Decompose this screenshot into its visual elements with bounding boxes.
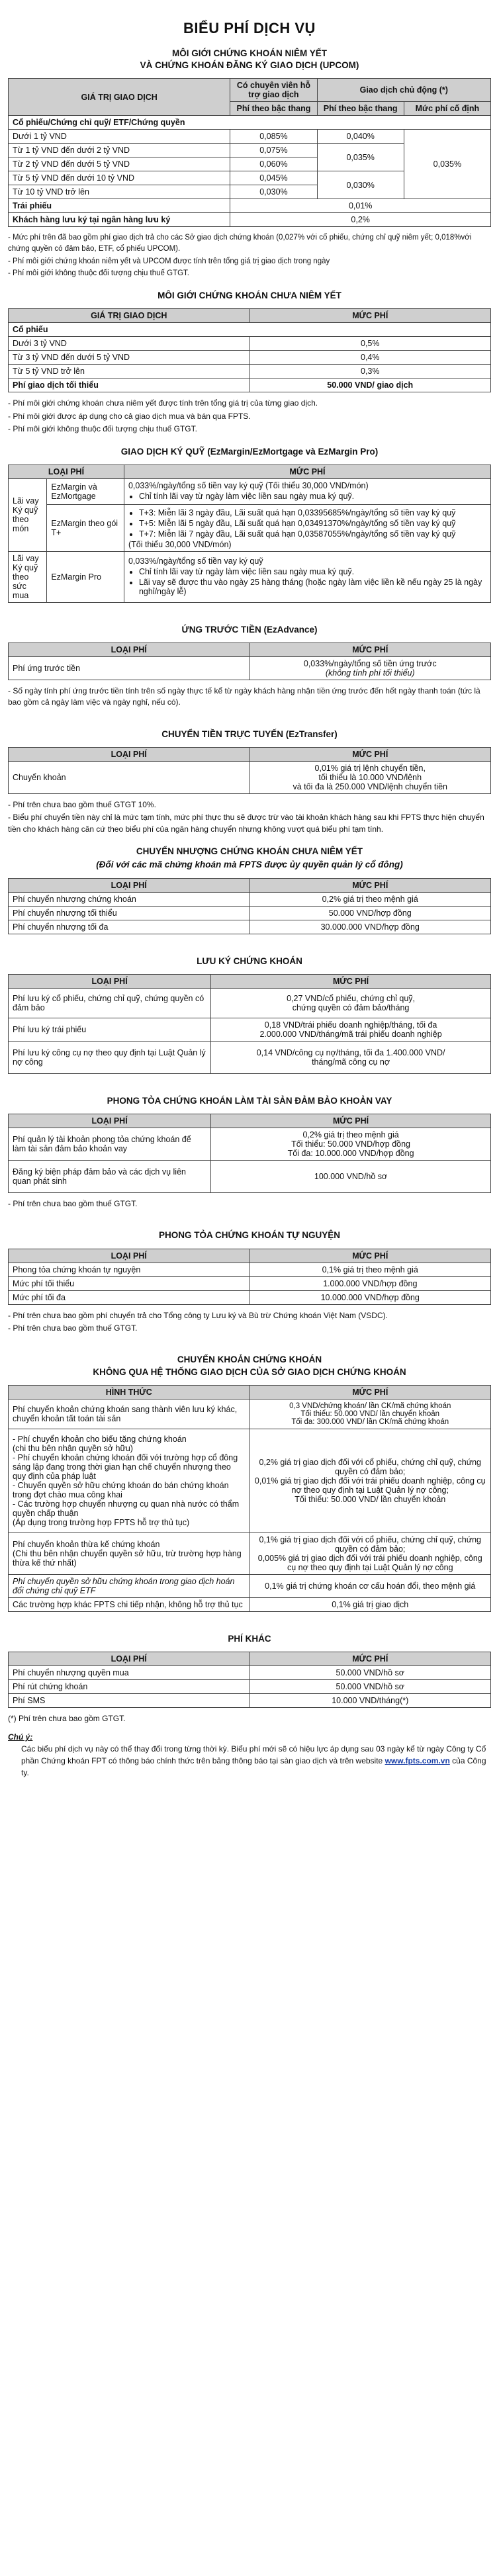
- fee-bullets: [139, 567, 486, 596]
- item-line: - Chuyển quyền sở hữu chứng khoán do bán chứng khoán trong đợt chào mua công khai: [13, 1480, 229, 1499]
- section-listed-brokerage-title: MÔI GIỚI CHỨNG KHOÁN NIÊM YẾT VÀ CHỨNG KHOÁN ĐĂNG KÝ GIAO DỊCH (UPCOM): [140, 48, 359, 71]
- row-label: Chuyển khoản: [9, 761, 250, 793]
- section-notes: [8, 232, 491, 279]
- col-header-type: LOẠI PHÍ: [9, 1249, 250, 1263]
- fee-line: 0,1% giá trị giao dịch đối với cổ phiếu, chứng chỉ quỹ, chứng quyền có đảm bảo;: [259, 1534, 482, 1554]
- fee-line: 0,01% giá trị giao dịch đối với trái phiếu doanh nghiệp, công cụ nợ theo quy định tại Luật Quản lý nợ công;: [254, 1476, 486, 1495]
- item-line: - Các trường hợp chuyển nhượng cụ quan nhà nước có thẩm quyền chấp thuận: [13, 1499, 240, 1518]
- fee-line: 0,005% giá trị giao dịch đối với trái phiếu doanh nghiệp, công cụ nợ theo quy định tại Luật Quản lý nợ công: [257, 1553, 482, 1572]
- row-self-fee: 0,030%: [317, 171, 404, 199]
- col-header-type: LOẠI PHÍ: [9, 878, 250, 892]
- col-header-fee: MỨC PHÍ: [250, 643, 491, 656]
- fee-line: 0,033%/ngày/tổng số tiền ứng trước: [303, 658, 437, 668]
- section-margin-title: GIAO DỊCH KÝ QUỸ (EzMargin/EzMortgage và EzMargin Pro): [120, 446, 379, 457]
- row-broker-fee: 0,075%: [230, 144, 317, 157]
- row-fee: [250, 761, 491, 793]
- note: - Phí môi giới không thuộc đối tượng chịu thuế GTGT.: [8, 424, 197, 434]
- fee-bullets: [139, 492, 486, 501]
- col-header-ladder-broker: Phí theo bậc thang: [230, 102, 317, 116]
- fee-line: Tối đa: 300.000 VND/ lần CK/mã chứng khoán: [291, 1417, 449, 1426]
- row-group-label: Lãi vay Ký quỹ theo món: [9, 478, 47, 551]
- note: - Biểu phí chuyển tiền này chỉ là mức tạm tính, mức phí thực thu sẽ được trừ vào tài khoản khách hàng sau khi FPTS thực hiện chuyển tiền cho khách hàng căn cứ theo biểu phí của ngân hàng chuyển nhưng không vượt quá biểu phí tạm tính.: [8, 813, 484, 834]
- item-line: - Phí chuyển khoản chứng khoán đối với trường hợp cổ đông sáng lập đang trong thời gian hạn chế chuyển nhượng theo quy định của pháp luật: [13, 1452, 238, 1481]
- group-label: Cổ phiếu: [9, 323, 491, 337]
- fee-schedule-page: [8, 0, 491, 1805]
- row-label: Phí chuyển nhượng chứng khoán: [9, 892, 250, 906]
- fee-line: 2.000.000 VND/tháng/mã trái phiếu doanh nghiệp: [259, 1029, 442, 1039]
- note: - Phí trên chưa bao gồm thuế GTGT.: [8, 1323, 138, 1333]
- item-line: Phí chuyển khoản thừa kế chứng khoán: [13, 1539, 160, 1549]
- row-fee: 0,3%: [250, 365, 491, 378]
- row-fee: 0,1% giá trị giao dịch: [250, 1597, 491, 1611]
- row-label: Từ 5 tỷ VND đến dưới 10 tỷ VND: [9, 171, 230, 185]
- fee-line: tối thiểu là 10.000 VND/lệnh: [318, 772, 422, 782]
- product-fee: [124, 478, 490, 504]
- section-pledge-title: PHONG TỎA CHỨNG KHOÁN LÀM TÀI SẢN ĐẢM BẢO KHOẢN VAY: [107, 1095, 392, 1106]
- section-notes: [8, 1310, 491, 1335]
- col-header-type: LOẠI PHÍ: [9, 465, 124, 478]
- fee-bullets: [139, 508, 486, 539]
- section-notes: [8, 1713, 491, 1724]
- row-fee: 50.000 VND/hợp đồng: [250, 906, 491, 920]
- row-fee: 10.000 VND/tháng(*): [250, 1694, 491, 1708]
- item-line-note: (chi thu bên nhận quyền sở hữu): [13, 1443, 133, 1453]
- row-label: [9, 1532, 250, 1574]
- fee-bullet: • Chỉ tính lãi vay từ ngày làm việc liền sau ngày mua ký quỹ.: [139, 492, 486, 501]
- bond-fee: 0,01%: [230, 199, 491, 213]
- fee-line: Tối thiểu: 50.000 VND/ lần chuyển khoản: [300, 1409, 440, 1418]
- min-fee-value: 50.000 VND/ giao dịch: [250, 378, 491, 392]
- row-fee: 0,4%: [250, 351, 491, 365]
- section-voluntary-block-title: PHONG TỎA CHỨNG KHOÁN TỰ NGUYỆN: [159, 1230, 340, 1241]
- col-header-fee: MỨC PHÍ: [250, 747, 491, 761]
- product-name: EzMargin và EzMortgage: [47, 478, 124, 504]
- row-fee: 100.000 VND/hồ sơ: [211, 1161, 491, 1193]
- custodian-fee: 0,2%: [230, 213, 491, 227]
- fee-line: 0,033%/ngày/tổng số tiền vay ký quỹ: [128, 556, 263, 566]
- row-fee: 50.000 VND/hồ sơ: [250, 1680, 491, 1694]
- row-label: Phí chuyển nhượng tối đa: [9, 920, 250, 934]
- note: - Phí môi giới chứng khoán chưa niêm yết được tính trên tổng giá trị của từng giao dịch.: [8, 398, 318, 408]
- fee-line: và tối đa là 250.000 VND/lệnh chuyển tiền: [293, 781, 447, 791]
- product-name: EzMargin Pro: [47, 551, 124, 602]
- fee-line: tháng/mã công cụ nợ: [312, 1057, 390, 1067]
- col-header-type: LOẠI PHÍ: [9, 974, 211, 988]
- custody-table: [8, 974, 491, 1074]
- row-fee: 0,1% giá trị chứng khoán cơ cấu hoán đổi, theo mệnh giá: [250, 1574, 491, 1597]
- row-label: Dưới 3 tỷ VND: [9, 337, 250, 351]
- fee-line: (Tối thiểu 30,000 VND/món): [128, 539, 232, 549]
- heading-line: CHUYỂN KHOẢN CHỨNG KHOÁN: [177, 1355, 322, 1365]
- col-header-value: GIÁ TRỊ GIAO DỊCH: [9, 309, 250, 323]
- min-fee-label: Phí giao dịch tối thiểu: [9, 378, 250, 392]
- row-label: Các trường hợp khác FPTS chi tiếp nhận, không hỗ trợ thủ tục: [9, 1597, 250, 1611]
- col-header-fee: MỨC PHÍ: [211, 974, 491, 988]
- section-notes: [8, 799, 491, 835]
- note: - Phí môi giới chứng khoán niêm yết và UPCOM được tính trên tổng giá trị giao dịch trong ngày: [8, 257, 330, 265]
- section-transfer-title: CHUYỂN TIỀN TRỰC TUYẾN (EzTransfer): [161, 729, 338, 739]
- row-broker-fee: 0,045%: [230, 171, 317, 185]
- product-fee: [124, 551, 490, 602]
- row-label: Đăng ký biện pháp đảm bảo và các dịch vụ liên quan phát sinh: [9, 1161, 211, 1193]
- row-label: Phí chuyển nhượng tối thiểu: [9, 906, 250, 920]
- row-label: Từ 3 tỷ VND đến dưới 5 tỷ VND: [9, 351, 250, 365]
- fee-bullet: • T+3: Miễn lãi 3 ngày đầu, Lãi suất quá hạn 0,03395685%/ngày/tổng số tiền vay ký quỹ: [139, 508, 486, 517]
- col-header-fee: MỨC PHÍ: [250, 1249, 491, 1263]
- col-header-fee: MỨC PHÍ: [250, 878, 491, 892]
- note: - Phí môi giới được áp dụng cho cả giao dịch mua và bán qua FPTS.: [8, 411, 251, 421]
- voluntary-block-table: [8, 1249, 491, 1305]
- row-group-label: Lãi vay Ký quỹ theo sức mua: [9, 551, 47, 602]
- transfer-table: [8, 747, 491, 794]
- row-fee: 1.000.000 VND/hợp đồng: [250, 1276, 491, 1290]
- product-fee: [124, 504, 490, 551]
- item-line-note: (Chi thu bên nhận chuyển quyền sở hữu, trừ trường hợp hàng thừa kế thứ nhất): [13, 1548, 242, 1568]
- col-header-type: LOẠI PHÍ: [9, 1114, 211, 1128]
- page-title: BIỂU PHÍ DỊCH VỤ: [183, 20, 316, 36]
- note: - Mức phí trên đã bao gồm phí giao dịch trả cho các Sở giao dịch chứng khoán (0,027% với cổ phiếu, chứng chỉ quỹ niêm yết; 0,018%với chứng quyền có đảm bảo, ETF, cổ phiếu UPCOM).: [8, 234, 472, 253]
- row-fee: [211, 1018, 491, 1041]
- fee-line: 0,18 VND/trái phiếu doanh nghiệp/tháng, tối đa: [264, 1020, 437, 1030]
- row-fee: 0,1% giá trị theo mệnh giá: [250, 1263, 491, 1276]
- col-header-fee: MỨC PHÍ: [211, 1114, 491, 1128]
- row-broker-fee: 0,085%: [230, 130, 317, 144]
- row-label: Phí chuyển quyền sở hữu chứng khoán trong giao dịch hoán đổi chứng chỉ quỹ ETF: [9, 1574, 250, 1597]
- row-fee: [250, 1429, 491, 1532]
- fee-line: 0,27 VND/cổ phiếu, chứng chỉ quỹ,: [287, 993, 416, 1003]
- row-fee: [211, 988, 491, 1018]
- row-label: Mức phí tối đa: [9, 1290, 250, 1304]
- section-unlisted-transfer-subtitle: (Đối với các mã chứng khoán mà FPTS được ủy quyền quản lý cổ đông): [96, 860, 403, 870]
- other-fees-table: [8, 1652, 491, 1708]
- note: - Phí trên chưa bao gồm phí chuyển trả cho Tổng công ty Lưu ký và Bù trừ Chứng khoán Việt Nam (VSDC).: [8, 1310, 388, 1320]
- bond-label: Trái phiếu: [9, 199, 230, 213]
- fee-line: 0,2% giá trị theo mệnh giá: [302, 1130, 399, 1139]
- product-name: EzMargin theo gói T+: [47, 504, 124, 551]
- row-label: Từ 5 tỷ VND trở lên: [9, 365, 250, 378]
- col-header-type: LOẠI PHÍ: [9, 747, 250, 761]
- fee-bullet: • Lãi vay sẽ được thu vào ngày 25 hàng tháng (hoặc ngày làm việc liền kề nếu ngày 25 là ngày nghỉ/ngày lễ): [139, 578, 486, 596]
- fee-line: Tối đa: 10.000.000 VND/hợp đồng: [287, 1149, 414, 1158]
- row-broker-fee: 0,030%: [230, 185, 317, 199]
- section-advance-title: ỨNG TRƯỚC TIỀN (EzAdvance): [181, 624, 318, 635]
- row-label: Phí chuyển nhượng quyền mua: [9, 1666, 250, 1680]
- listed-brokerage-table: [8, 78, 491, 227]
- col-header-fee: MỨC PHÍ: [124, 465, 490, 478]
- footer-text: Các biểu phí dịch vụ này có thể thay đổi trong từng thời kỳ. Biểu phí mới sẽ có hiệu lực áp dụng sau 03 ngày kể từ ngày Công ty Cổ phần Chứng khoán FPT có thông báo chính thức trên bảng thông báo tại sàn giao dịch và trên website: [21, 1744, 486, 1766]
- row-label: Phí rút chứng khoán: [9, 1680, 250, 1694]
- item-line-note: (Áp dụng trong trường hợp FPTS hỗ trợ thủ tục): [13, 1517, 190, 1527]
- margin-table: [8, 465, 491, 603]
- fee-bullet: • Chỉ tính lãi vay từ ngày làm việc liền sau ngày mua ký quỹ.: [139, 567, 486, 576]
- col-header-fee: MỨC PHÍ: [250, 1385, 491, 1399]
- fee-line: 0,3 VND/chứng khoán/ lần CK/mã chứng khoán: [289, 1401, 451, 1410]
- col-header-type: LOẠI PHÍ: [9, 643, 250, 656]
- row-broker-fee: 0,060%: [230, 157, 317, 171]
- col-header-fixed: Mức phí cố định: [404, 102, 490, 116]
- row-label: Phí lưu ký cổ phiếu, chứng chỉ quỹ, chứng quyền có đảm bảo: [9, 988, 211, 1018]
- row-fee: 10.000.000 VND/hợp đồng: [250, 1290, 491, 1304]
- row-label: Phí lưu ký công cụ nợ theo quy định tại Luật Quản lý nợ công: [9, 1041, 211, 1073]
- fee-line-note: (không tính phí tối thiểu): [325, 668, 415, 678]
- unlisted-transfer-table: [8, 878, 491, 934]
- section-other-fees-title: PHÍ KHÁC: [228, 1633, 271, 1644]
- note: (*) Phí trên chưa bao gồm GTGT.: [8, 1714, 126, 1724]
- row-fee: [250, 1399, 491, 1429]
- otc-transfer-table: [8, 1385, 491, 1612]
- row-fee: [211, 1041, 491, 1073]
- col-header-type: HÌNH THỨC: [9, 1385, 250, 1399]
- fee-line: Tối thiểu: 50.000 VND/ lần chuyển khoản: [295, 1494, 446, 1504]
- group-label: Cổ phiếu/Chứng chỉ quỹ/ ETF/Chứng quyền: [9, 116, 491, 130]
- row-fee: [250, 1532, 491, 1574]
- row-fee: [211, 1128, 491, 1161]
- row-label: Dưới 1 tỷ VND: [9, 130, 230, 144]
- fee-bullet: • T+7: Miễn lãi 7 ngày đầu, Lãi suất quá hạn 0,03587055%/ngày/tổng số tiền vay ký quỹ: [139, 529, 486, 539]
- row-label: [9, 1429, 250, 1532]
- note: - Số ngày tính phí ứng trước tiền tính trên số ngày thực tế kể từ ngày khách hàng nhận tiền ứng trước đến hết ngày thanh toán (tức là bao gồm cả ngày làm việc và ngày nghỉ, nếu có).: [8, 686, 480, 707]
- row-label: Từ 10 tỷ VND trở lên: [9, 185, 230, 199]
- note: - Phí trên chưa bao gồm thuế GTGT 10%.: [8, 799, 156, 809]
- footer-text-end: của Công ty.: [21, 1756, 486, 1778]
- footer-label: Chú ý:: [8, 1732, 33, 1742]
- fee-line: Tối thiểu: 50.000 VND/hợp đồng: [291, 1139, 410, 1149]
- row-fee: 0,5%: [250, 337, 491, 351]
- row-fixed-fee: 0,035%: [404, 130, 490, 199]
- section-custody-title: LƯU KÝ CHỨNG KHOÁN: [197, 955, 302, 966]
- fee-line: chứng quyền có đảm bảo/tháng: [292, 1002, 410, 1012]
- website-link[interactable]: www.fpts.com.vn: [385, 1756, 450, 1766]
- col-header-value: GIÁ TRỊ GIAO DỊCH: [9, 79, 230, 116]
- item-line: - Phí chuyển khoản cho biếu tặng chứng khoán: [13, 1434, 187, 1444]
- note: - Phí môi giới không thuộc đối tượng chịu thuế GTGT.: [8, 269, 189, 278]
- row-label: Mức phí tối thiểu: [9, 1276, 250, 1290]
- fee-line: 0,14 VND/công cụ nợ/tháng, tối đa 1.400.000 VND/: [256, 1047, 445, 1057]
- section-notes: [8, 686, 491, 709]
- section-otc-transfer-title: [8, 1354, 491, 1378]
- row-fee: [250, 656, 491, 680]
- fee-line: 0,2% giá trị giao dịch đối với cổ phiếu, chứng chỉ quỹ, chứng quyền có đảm bảo;: [259, 1457, 482, 1476]
- heading-line: KHÔNG QUA HỆ THỐNG GIAO DỊCH CỦA SỞ GIAO DỊCH CHỨNG KHOÁN: [93, 1366, 406, 1377]
- custodian-label: Khách hàng lưu ký tại ngân hàng lưu ký: [9, 213, 230, 227]
- pledge-table: [8, 1114, 491, 1193]
- unlisted-brokerage-table: [8, 308, 491, 392]
- footer-note: [8, 1731, 491, 1779]
- row-fee: 50.000 VND/hồ sơ: [250, 1666, 491, 1680]
- row-label: Phí SMS: [9, 1694, 250, 1708]
- row-fee: 30.000.000 VND/hợp đồng: [250, 920, 491, 934]
- row-label: Phí chuyển khoản chứng khoán sang thành viên lưu ký khác, chuyển khoản tất toán tài sản: [9, 1399, 250, 1429]
- row-label: Phí quản lý tài khoản phong tỏa chứng khoán để làm tài sản đảm bảo khoản vay: [9, 1128, 211, 1161]
- section-notes: [8, 1198, 491, 1210]
- section-unlisted-brokerage-title: MÔI GIỚI CHỨNG KHOÁN CHƯA NIÊM YẾT: [158, 290, 341, 301]
- row-self-fee: 0,040%: [317, 130, 404, 144]
- fee-line: 0,033%/ngày/tổng số tiền vay ký quỹ (Tối thiểu 30,000 VND/món): [128, 480, 369, 490]
- col-header-fee: MỨC PHÍ: [250, 1652, 491, 1666]
- row-self-fee: 0,035%: [317, 144, 404, 171]
- section-notes: [8, 398, 491, 435]
- col-header-type: LOẠI PHÍ: [9, 1652, 250, 1666]
- row-label: Phí ứng trước tiền: [9, 656, 250, 680]
- col-header-self: Giao dịch chủ động (*): [317, 79, 490, 102]
- fee-bullet: • T+5: Miễn lãi 5 ngày đầu, Lãi suất quá hạn 0,03491370%/ngày/tổng số tiền vay ký quỹ: [139, 519, 486, 528]
- col-header-ladder-self: Phí theo bậc thang: [317, 102, 404, 116]
- advance-table: [8, 643, 491, 680]
- row-label: Phí lưu ký trái phiếu: [9, 1018, 211, 1041]
- fee-line: 0,01% giá trị lệnh chuyển tiền,: [314, 763, 426, 773]
- col-header-broker: Có chuyên viên hỗ trợ giao dịch: [230, 79, 317, 102]
- row-label: Phong tỏa chứng khoán tự nguyện: [9, 1263, 250, 1276]
- row-fee: 0,2% giá trị theo mệnh giá: [250, 892, 491, 906]
- section-unlisted-transfer-title: CHUYỂN NHƯỢNG CHỨNG KHOÁN CHƯA NIÊM YẾT: [136, 846, 363, 857]
- row-label: Từ 2 tỷ VND đến dưới 5 tỷ VND: [9, 157, 230, 171]
- row-label: Từ 1 tỷ VND đến dưới 2 tỷ VND: [9, 144, 230, 157]
- col-header-fee: MỨC PHÍ: [250, 309, 491, 323]
- note: - Phí trên chưa bao gồm thuế GTGT.: [8, 1199, 138, 1208]
